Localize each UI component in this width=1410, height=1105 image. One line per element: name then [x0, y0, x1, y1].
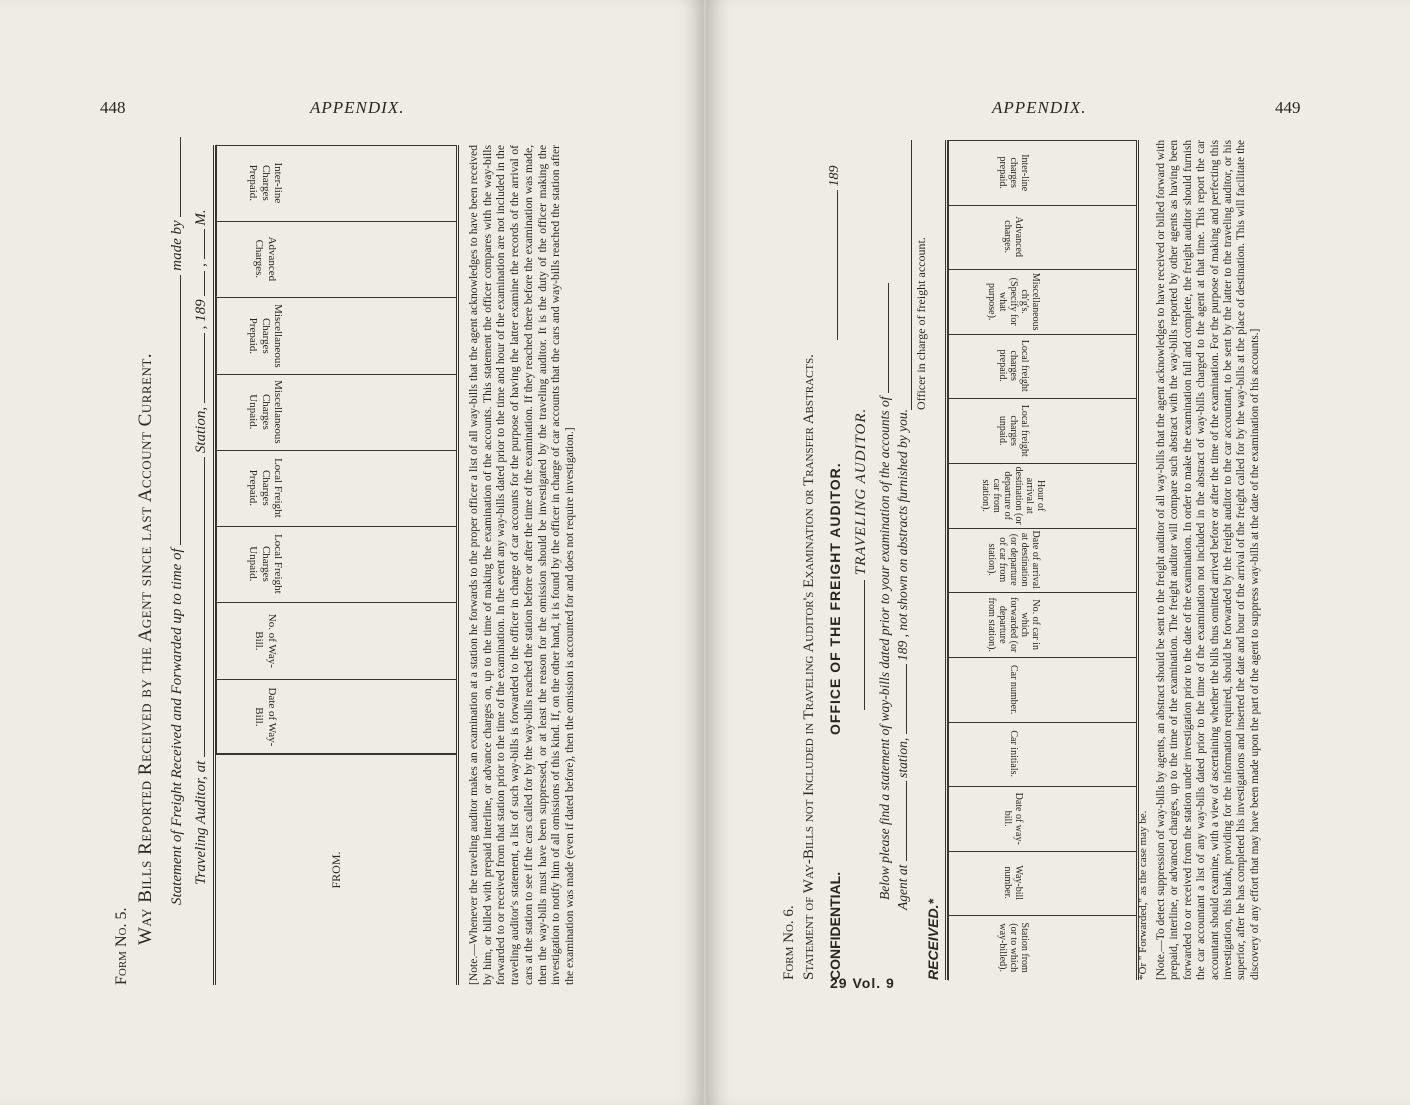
column-label: Date of way-bill. — [948, 786, 1078, 851]
running-head: APPENDIX. — [992, 98, 1087, 117]
column-header — [948, 269, 1136, 334]
agent-text: Agent at — [895, 864, 910, 910]
column-label: Date of arrival at destination (or departure of car from station). — [948, 528, 1078, 593]
column-header — [948, 334, 1136, 399]
column-label: Local freight charges unpaid. — [948, 398, 1078, 463]
column-header — [948, 851, 1136, 916]
form-title: Way Bills Reported Received by the Agent since last Account Current. — [135, 352, 156, 945]
officer-line: Officer in charge of freight account. — [911, 140, 929, 410]
traveling-auditor-label — [853, 408, 870, 710]
column-header — [948, 722, 1136, 787]
column-label: Hour of arrival at destination (or departure of car from station). — [948, 463, 1078, 528]
year-line — [827, 166, 843, 341]
agent-blank — [905, 781, 907, 861]
column-label: Advanced charges. — [948, 205, 1078, 270]
right-page — [707, 0, 1410, 1105]
station-text: station, — [895, 737, 910, 778]
time-blank — [179, 275, 181, 545]
meridiem-text: M. — [193, 209, 209, 226]
year-blank — [203, 271, 205, 296]
column-label: Miscellaneous ch'g's. (Specify for what purpose). — [948, 269, 1078, 334]
station-blank — [203, 457, 205, 757]
column-header — [948, 463, 1136, 528]
from-column — [216, 753, 456, 985]
form-6-columns — [948, 140, 1136, 980]
column-label: Station from (or to which way-billed). — [948, 915, 1078, 980]
received-label: RECEIVED.* — [925, 899, 941, 980]
year-text: 189 — [895, 640, 910, 661]
column-header — [216, 603, 456, 679]
column-label: Car initials. — [948, 722, 1078, 787]
column-header — [948, 657, 1136, 722]
form-5-table — [213, 145, 459, 985]
date-blank — [836, 190, 838, 340]
column-label: Inter-line Charges Prepaid. — [216, 145, 314, 221]
form-number: Form No. 6. — [781, 905, 797, 980]
form-number: Form No. 5. — [113, 907, 130, 985]
column-header — [948, 140, 1136, 205]
from-label: FROM. — [328, 851, 343, 889]
column-label: Way-bill number. — [948, 851, 1078, 916]
column-label: Inter-line charges prepaid. — [948, 140, 1078, 205]
comma-text: , — [193, 263, 209, 267]
column-header — [948, 528, 1136, 593]
form-5-note: [Note.—Whenever the traveling auditor makes an examination at a station he forwards to the proper officer a list of all way-bills that the agent acknowledges to have been received by him, or billed with prepaid interline, or advance charges on, up to the time of making the examination of the accounts. This statement the officer compares with the way-bills forwarded to or received from that station prior to the time of the examination. In the event any way-bills dated prior to the time and hour of the examination are not included in the traveling auditor's statement, a list of such way-bills is forwarded to the officer in charge of car accounts for the purpose of having the latter examine the records of the arrival of cars at the station to see if the cars called for by the way-bills reached the station before or after the time of the examination. If they reached there before the examination was made, then the way-bills must have been suppressed, or at least the reason for the omission should be investigated by the traveling auditor. It is the duty of the officer making the investigation to notify him of all omissions of this kind. If, on the other hand, it is found by the officer in charge of car accounts that the cars and way-bills reached the station after the examination was made (even if dated before), then the omission is accounted for and does not require investigation.] — [467, 145, 576, 985]
not-shown-text: , not shown on abstracts furnished by you. — [895, 408, 910, 638]
column-header — [216, 145, 456, 221]
column-header — [948, 398, 1136, 463]
year-text: 189 — [827, 165, 842, 187]
column-label: Advanced Charges. — [216, 221, 314, 297]
column-label: No. of Way-Bill. — [216, 603, 314, 679]
station-blank — [905, 664, 907, 734]
year-text: , 189 — [193, 299, 209, 330]
charge-columns — [216, 145, 456, 755]
office-label: OFFICE OF THE FREIGHT AUDITOR. — [827, 462, 843, 735]
auditor-blank — [863, 580, 865, 710]
column-header — [948, 786, 1136, 851]
traveling-auditor-text: TRAVELING AUDITOR. — [853, 407, 869, 576]
column-label: No. of car in which forwarded (or departure from station). — [948, 592, 1078, 657]
made-by-blank — [179, 137, 181, 217]
below-line — [877, 283, 893, 900]
confidential-label: CONFIDENTIAL. — [827, 871, 843, 980]
accounts-blank — [887, 283, 889, 393]
running-head: APPENDIX. — [310, 98, 405, 117]
form-6-table — [945, 140, 1139, 980]
station-text: Station, — [193, 406, 209, 454]
hour-blank — [203, 229, 205, 259]
auditor-text: Traveling Auditor, at — [193, 760, 209, 885]
form-5-rotated — [105, 125, 665, 985]
form-title: Statement of Way-Bills not Included in Traveling Auditor's Examination or Transfer Abstracts. — [801, 354, 817, 980]
column-label: Date of Way-Bill. — [216, 679, 314, 755]
form-6-note: [Note.—To detect suppression of way-bills by agents, an abstract should be sent to the freight auditor of all way-bills that the agent acknowledges to have received or billed forward with prepaid, interline, or advanced charges, up to the time of the examination. The freight auditor will compare such abstract with the way-bills reported by other agents as having been forwarded to or received from the station under investigation prior to the date of the examination. In order to make the examination full and complete, the freight auditor should furnish the car accountant a list of any way-bills dated prior to the time of the examination not included in the abstract of way-bills charged to the agent at that time. This report the car accountant should examine, with a view of ascertaining whether the bills thus omitted arrived before or after the time of the examination. For the purpose of making and perfecting this investigation, this blank, providing for the information required, should be forwarded by the freight auditor to the car accountant, to be sent by the latter to the traveling auditor, or his superior, after he has completed his investigations and inserted the date and hour of the arrival of the freight called for by the way-bills at the place of destination. This will facilitate the discovery of any effort that may have been made upon the part of the agent to suppress way-bills at the date of the examination of his accounts.] — [1155, 140, 1261, 980]
column-label: Local Freight Charges Unpaid. — [216, 526, 314, 602]
column-header — [948, 205, 1136, 270]
column-header — [948, 915, 1136, 980]
column-header — [216, 450, 456, 526]
column-label: Miscellaneous Charges Prepaid. — [216, 298, 314, 374]
statement-text: Statement of Freight Received and Forwarded up to time of — [169, 548, 185, 905]
column-header — [216, 221, 456, 297]
column-header — [948, 592, 1136, 657]
column-header — [216, 374, 456, 450]
made-by-text: made by — [169, 220, 185, 271]
below-text: Below please find a statement of way-bills dated prior to your examination of the accounts of — [877, 396, 892, 900]
column-header — [216, 298, 456, 374]
footnote: *Or " Forwarded," as the case may be. — [1137, 810, 1149, 980]
column-header — [216, 526, 456, 602]
left-page — [0, 0, 703, 1105]
column-header — [216, 679, 456, 755]
page-number: 449 — [1275, 98, 1301, 117]
column-label: Local freight charges prepaid. — [948, 334, 1078, 399]
page-number: 448 — [100, 98, 126, 117]
signature-mark: 29 Vol. 9 — [830, 975, 895, 991]
column-label: Miscellaneous Charges Unpaid. — [216, 374, 314, 450]
agent-line — [895, 409, 911, 910]
date-blank — [203, 333, 205, 403]
column-label: Local Freight Charges Prepaid. — [216, 450, 314, 526]
column-label: Car number. — [948, 657, 1078, 722]
auditor-line — [193, 209, 210, 885]
form-6-rotated — [777, 120, 1337, 980]
statement-line — [169, 137, 186, 905]
